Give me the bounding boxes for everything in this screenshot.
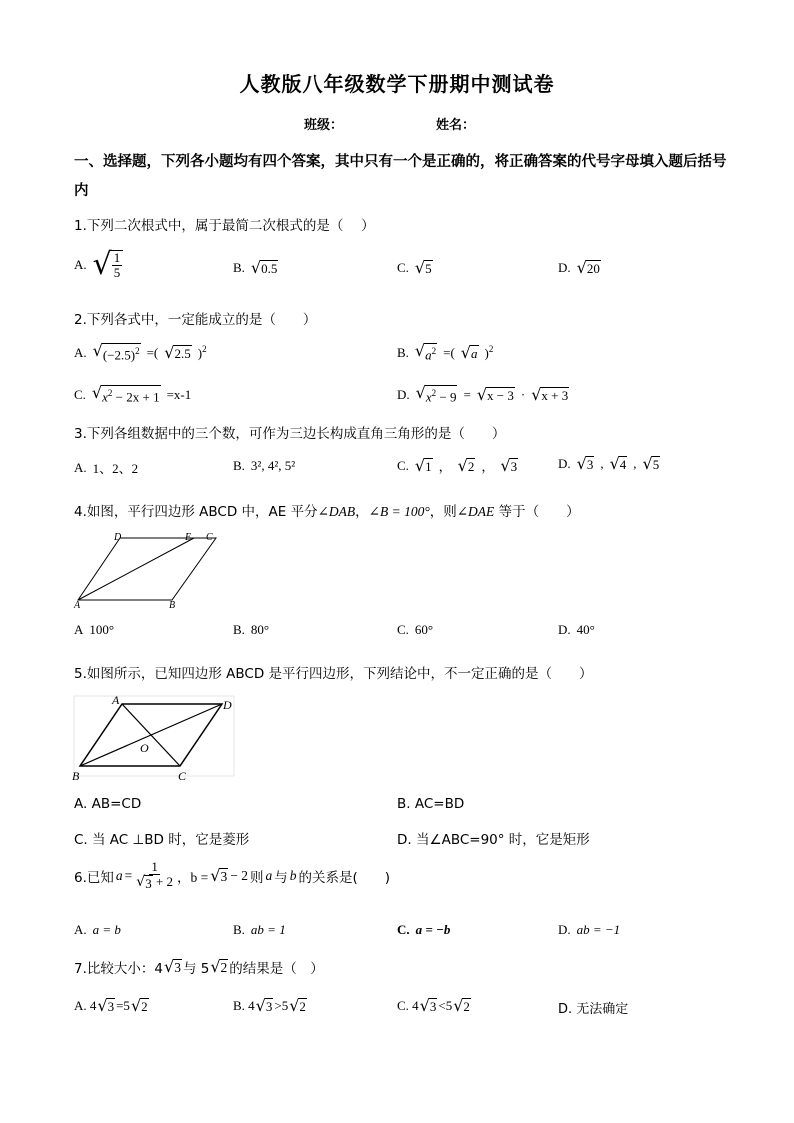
q5-option-d: D. 当∠ABC=90° 时，它是矩形 [397, 832, 590, 848]
parallelogram-abcd [78, 538, 216, 600]
name-label: 姓名： [436, 118, 476, 133]
question-4-stem: 4.如图，平行四边形 ABCD 中，AE 平分∠DAB，∠B = 100°，则∠DAE 等于（ ） [74, 504, 580, 520]
label-d: D [223, 698, 232, 712]
question-1-stem: 1.下列二次根式中，属于最简二次根式的是（ ） [74, 218, 375, 234]
q3-option-a: A. 1、2、2 [74, 459, 139, 476]
label-d: D [114, 532, 122, 543]
question-3-stem: 3.下列各组数据中的三个数，可作为三边长构成直角三角形的是（ ） [74, 426, 506, 442]
q7-option-b: B. 4 √ 3 >5 √ 2 [233, 996, 306, 1015]
q5-option-c: C. 当 AC ⊥BD 时，它是菱形 [74, 832, 250, 848]
q4-option-b: B. 80° [233, 622, 270, 637]
q4-option-d: D. 40° [558, 622, 595, 637]
q7-option-a: A. 4 √ 3 =5 √ 2 [74, 996, 148, 1015]
label-a: A [112, 693, 120, 707]
q1-option-c: C. √ 5 [397, 258, 432, 277]
section-heading: 一、选择题，下列各小题均有四个答案，其中只有一个是正确的，将正确答案的代号字母填入题后括号内 [74, 154, 727, 199]
question-6-stem: 6.已知 a = 1 √ 3 + 2 ，b = √ 3 − 2 则 a 与 b 的关系是( ) [74, 859, 391, 891]
label-a: A [74, 600, 81, 610]
q1-option-d: D. √ 20 [558, 258, 600, 277]
option-label: A. [74, 257, 87, 272]
q6-option-b: B. ab = 1 [233, 922, 286, 937]
q7-option-d: D. 无法确定 [558, 1002, 629, 1017]
label-e: E [185, 532, 192, 543]
q4-option-c: C. 60° [397, 622, 434, 637]
question-7-stem: 7.比较大小：4 √ 3 与 5 √ 2 的结果是（ ） [74, 957, 324, 977]
q2-option-a: A. √ $(-2.5)^2$ =( √ 2.5 )$^2$ [74, 341, 207, 363]
q7-option-c: C. 4 √ 3 <5 √ 2 [397, 996, 470, 1015]
label-b: B [72, 769, 80, 783]
q1-option-b: B. √ 0.5 [233, 258, 278, 277]
sqrt-expression: √ $\frac{1}{5}$ [93, 250, 124, 280]
q3-option-c: C. √ 1 ， √ 2 ， √ 3 [397, 455, 518, 475]
label-o: O [140, 741, 149, 755]
q5-parallelogram-figure [72, 692, 238, 784]
q6-option-c: C. a = −b [397, 922, 451, 937]
q5-option-b: B. AC=BD [397, 796, 465, 812]
label-c: C [206, 532, 213, 543]
question-2-stem: 2.下列各式中，一定能成立的是（ ） [74, 312, 317, 328]
segment-ae [78, 538, 194, 600]
diagonal-ac [122, 704, 180, 766]
q6-option-d: D. ab = −1 [558, 922, 621, 937]
q1-option-a [74, 247, 123, 282]
question-5-stem: 5.如图所示，已知四边形 ABCD 是平行四边形，下列结论中，不一定正确的是（ ） [74, 666, 593, 682]
q5-option-a: A. AB=CD [74, 796, 142, 812]
q3-option-b: B. 3², 4², 5² [233, 458, 296, 473]
label-b: B [169, 600, 176, 610]
q2-option-c: C. √ $x^2 - 2x + 1$ =x-1 [74, 383, 192, 405]
class-label: 班级： [304, 118, 344, 133]
page-title: 人教版八年级数学下册期中测试卷 [239, 72, 555, 96]
q4-parallelogram-figure [72, 530, 222, 610]
q6-option-a: A. a = b [74, 922, 121, 937]
q2-option-b: B. √ $a^2$ =( √ a )$^2$ [397, 341, 494, 363]
label-c: C [178, 769, 187, 783]
q2-option-d: D. √ $x^2 - 9$ = √ x − 3 · √ x + 3 [397, 383, 569, 405]
q3-option-d: D. √ 3 , √ 4 , √ 5 [558, 454, 660, 473]
q4-option-a: A 100° [74, 622, 115, 637]
